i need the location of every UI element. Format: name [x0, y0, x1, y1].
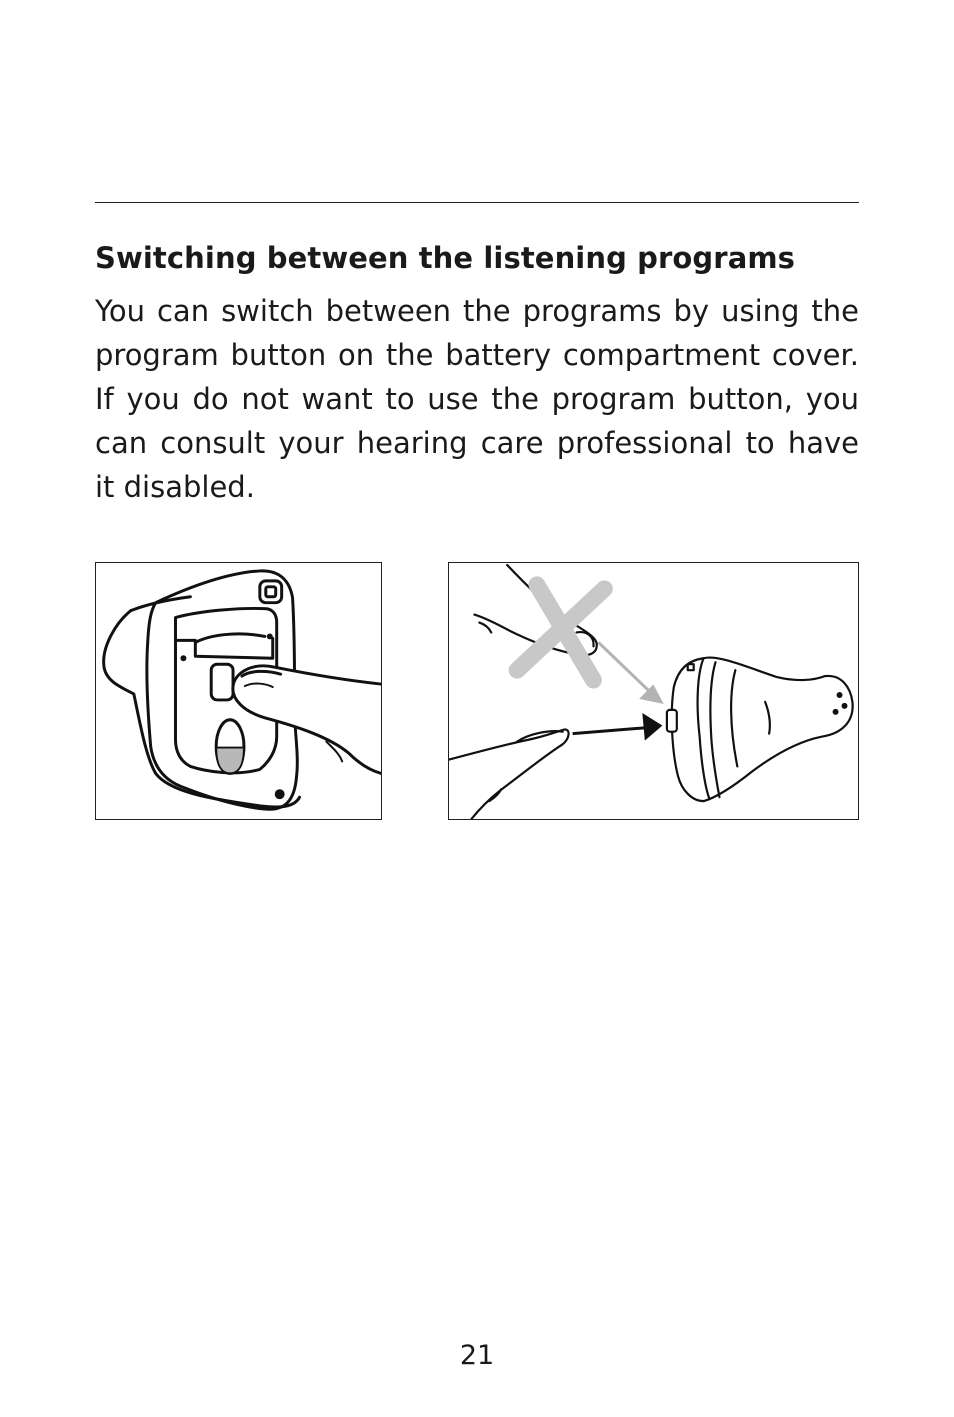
page-number: 21	[459, 1340, 495, 1371]
top-divider	[95, 202, 859, 203]
section-paragraph: You can switch between the programs by using the program button on the battery compartment cover. If you do not want to use the program button, you can consult your hearing care professional to have it disabled.	[95, 294, 859, 504]
press-direction-figure	[448, 562, 859, 820]
section-heading: Switching between the listening programs	[95, 241, 796, 275]
finger-pressing-button-icon	[96, 563, 381, 819]
correct-vs-wrong-press-icon	[449, 563, 858, 819]
program-button-press-figure	[95, 562, 382, 820]
